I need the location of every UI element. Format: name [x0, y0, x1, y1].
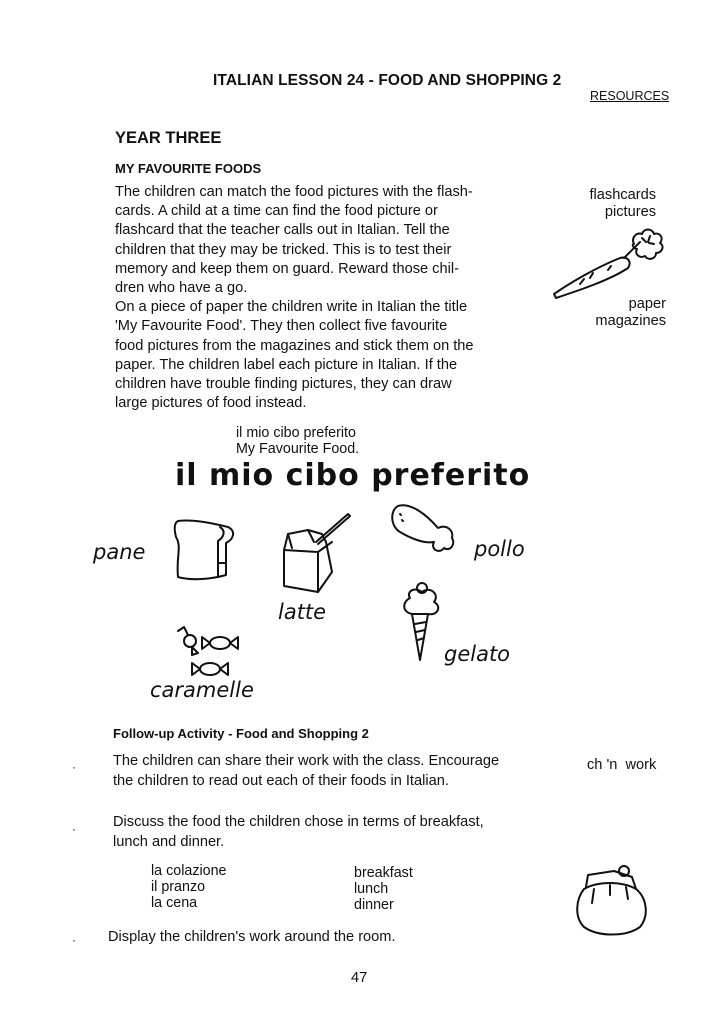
activity-subheading: MY FAVOURITE FOODS — [115, 161, 262, 176]
resources-heading: RESOURCES — [590, 89, 670, 103]
ice-cream-cone-icon — [398, 582, 444, 664]
body-line: The children can match the food pictures with the flash- — [115, 184, 473, 200]
paragraph-line: lunch and dinner. — [113, 833, 225, 850]
food-label-latte: latte — [278, 600, 327, 624]
body-line: memory and keep them on guard. Reward those chil- — [115, 260, 459, 277]
body-line: children have trouble finding pictures, they can draw — [115, 376, 452, 393]
meals-english — [354, 865, 413, 913]
wrapped-candies-icon — [170, 625, 250, 681]
chicken-drumstick-icon — [390, 502, 462, 556]
purse-icon — [574, 865, 650, 937]
bullet: · — [72, 822, 76, 836]
worksheet-title: il mio cibo preferito — [175, 458, 531, 493]
resources-list-2 — [595, 296, 666, 330]
meal-italian: il pranzo — [151, 879, 206, 895]
body-line: large pictures of food instead. — [115, 395, 307, 412]
body-line: paper. The children label each picture in Italian. If the — [115, 356, 458, 373]
meal-english: lunch — [354, 881, 389, 897]
year-heading: YEAR THREE — [115, 129, 222, 147]
meal-english: breakfast — [354, 865, 413, 881]
body-line: dren who have a go. — [115, 280, 248, 297]
followup-paragraph-1 — [113, 752, 499, 791]
resource-item: magazines — [595, 313, 666, 329]
followup-paragraph-2 — [113, 813, 484, 852]
food-label-caramelle: caramelle — [150, 678, 254, 702]
paragraph-line: Discuss the food the children chose in terms of breakfast, — [113, 814, 484, 830]
milk-carton-icon — [278, 512, 356, 594]
followup-resource: ch 'n work — [587, 757, 657, 773]
body-line: flashcard that the teacher calls out in Italian. Tell the — [115, 222, 450, 239]
paragraph-line: the children to read out each of their foods in Italian. — [113, 772, 449, 789]
page-number: 47 — [351, 970, 368, 986]
resources-list-1 — [589, 187, 656, 221]
carrot-icon — [550, 228, 665, 300]
example-caption — [236, 425, 359, 457]
followup-paragraph-3: Display the children's work around the room. — [108, 929, 396, 945]
resource-item: flashcards — [589, 187, 656, 203]
paragraph-line: The children can share their work with the class. Encourage — [113, 753, 500, 769]
caption-italian: il mio cibo preferito — [236, 425, 356, 441]
bread-slice-icon — [172, 517, 236, 583]
bullet: · — [72, 933, 76, 947]
body-line: 'My Favourite Food'. They then collect five favourite — [115, 318, 448, 335]
food-label-pollo: pollo — [474, 537, 525, 561]
meal-italian: la colazione — [151, 863, 227, 879]
body-line: food pictures from the magazines and stick them on the — [115, 337, 474, 354]
bullet: · — [72, 760, 76, 774]
food-label-gelato: gelato — [444, 642, 511, 666]
meal-italian: la cena — [151, 895, 198, 911]
meal-english: dinner — [354, 897, 394, 913]
food-label-pane: pane — [93, 540, 146, 564]
followup-heading: Follow-up Activity - Food and Shopping 2 — [113, 726, 369, 741]
lesson-title: ITALIAN LESSON 24 - FOOD AND SHOPPING 2 — [213, 72, 562, 89]
resource-item: pictures — [604, 204, 656, 220]
body-line: cards. A child at a time can find the food picture or — [115, 203, 438, 220]
caption-english: My Favourite Food. — [236, 441, 360, 457]
activity-description — [115, 183, 545, 413]
resource-item: paper — [628, 296, 666, 312]
body-line: children that they may be tricked. This is to test their — [115, 241, 452, 258]
meals-italian — [151, 863, 227, 911]
body-line: On a piece of paper the children write in Italian the title — [115, 299, 468, 316]
